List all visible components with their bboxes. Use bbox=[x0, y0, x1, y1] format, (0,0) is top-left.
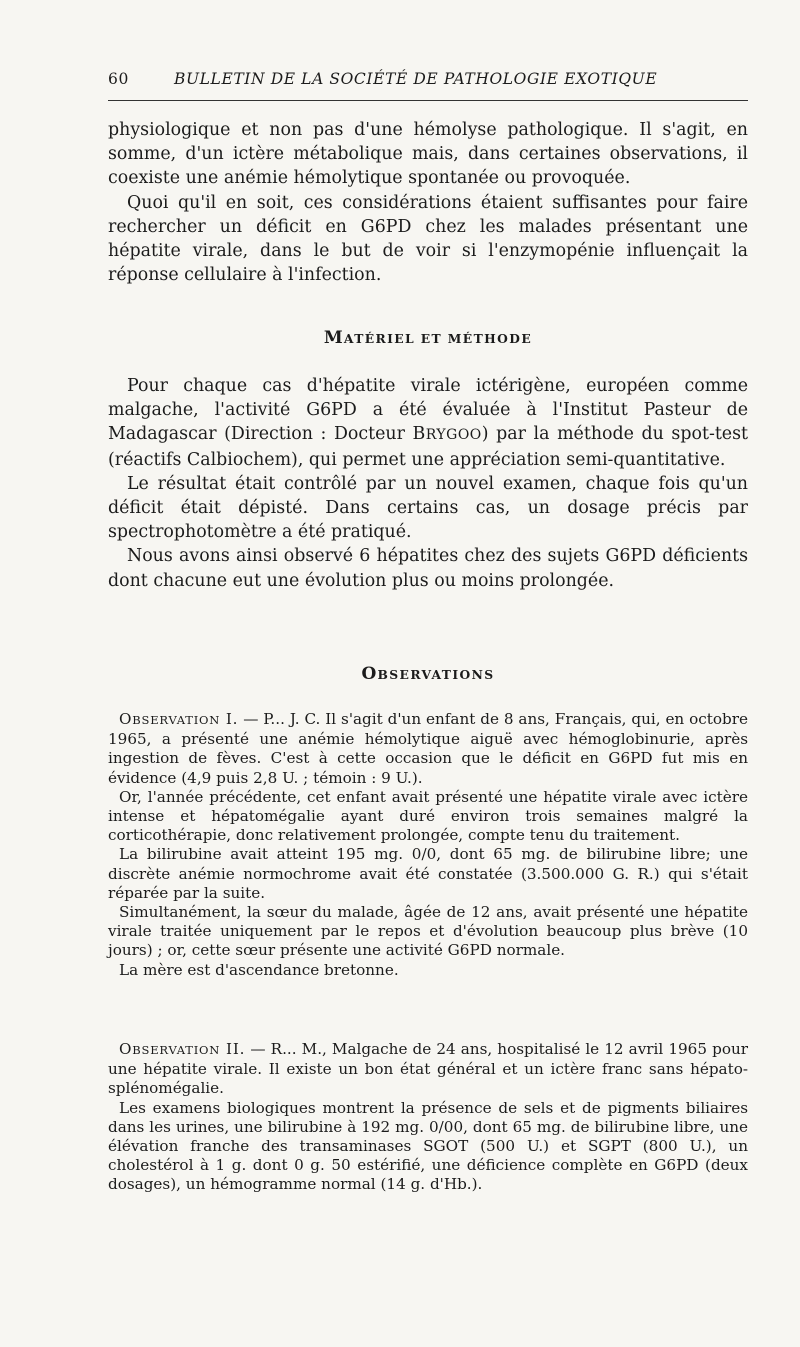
journal-title: BULLETIN DE LA SOCIÉTÉ DE PATHOLOGIE EXOTIQUE bbox=[174, 70, 658, 88]
section-heading-materiel: MATÉRIEL ET MÉTHODE bbox=[323, 328, 533, 348]
intro-paragraph-1: physiologique et non pas d'une hémolyse pathologique. Il s'agit, en somme, d'un ictère métabolique mais, dans certaines observations, il coexiste une anémie hémolytique spontanée ou provoquée. bbox=[108, 120, 748, 189]
observation-1-paragraph-2: Or, l'année précédente, cet enfant avait présenté une hépatite virale avec ictère intense et hépatomégalie ayant duré environ trois semaines malgré la corticothérapie, donc relativement prolongée, compte tenu du traitement. bbox=[108, 787, 748, 845]
observation-1-paragraph-4: Simultanément, la sœur du malade, âgée de 12 ans, avait présenté une hépatite virale traitée uniquement par le repos et d'évolution beaucoup plus brève (10 jours) ; or, cette sœur présente une activité G6PD normale. bbox=[108, 903, 748, 960]
observation-2 bbox=[108, 1040, 748, 1195]
observation-1-paragraph-3: La bilirubine avait atteint 195 mg. 0/0, dont 65 mg. de bilirubine libre; une discrète anémie normochrome avait été constatée (3.500.000 G. R.) qui s'était réparée par la suite. bbox=[108, 845, 748, 902]
page-number: 60 bbox=[108, 70, 129, 88]
observation-1-paragraph-5: La mère est d'ascendance bretonne. bbox=[119, 960, 399, 979]
observation-2-paragraph-1: OBSERVATION II. — R... M., Malgache de 24 ans, hospitalisé le 12 avril 1965 pour une hépatite virale. Il existe un bon état général et un ictère franc sans hépato-splénomégalie. bbox=[108, 1040, 749, 1098]
intro-text bbox=[108, 118, 748, 287]
running-header bbox=[108, 70, 748, 96]
materiel-paragraph-3: Nous avons ainsi observé 6 hépatites chez des sujets G6PD déficients dont chacune eut une évolution plus ou moins prolongée. bbox=[108, 546, 748, 591]
document-page bbox=[108, 70, 749, 1194]
author-name: BRYGOO bbox=[412, 424, 482, 445]
header-rule bbox=[108, 100, 748, 101]
observation-2-paragraph-2: Les examens biologiques montrent la présence de sels et de pigments biliaires dans les urines, une bilirubine à 192 mg. 0/00, dont 65 mg. de bilirubine libre, une élévation franche des transaminases SGOT (500 U.) et SGPT (800 U.), un cholestérol à 1 g. dont 0 g. 50 estérifié, une déficience complète en G6PD (deux dosages), un hémogramme normal (14 g. d'Hb.). bbox=[108, 1098, 748, 1194]
materiel-paragraph-1: Pour chaque cas d'hépatite virale ictérigène, européen comme malgache, l'activité G6PD a été évaluée à l'Institut Pasteur de Madagascar (Direction : Docteur BRYGOO) par la méthode du spot-test (réactifs Calbiochem), qui permet une appréciation semi-quantitative. bbox=[108, 376, 749, 470]
section-heading-observations: OBSERVATIONS bbox=[361, 664, 495, 684]
materiel-paragraph-2: Le résultat était contrôlé par un nouvel examen, chaque fois qu'un déficit était dépisté. Dans certains cas, un dosage précis par spectrophotomètre a été pratiqué. bbox=[108, 473, 748, 543]
observation-1 bbox=[108, 710, 748, 980]
observation-1-label: OBSERVATION I. bbox=[119, 710, 239, 728]
intro-paragraph-2: Quoi qu'il en soit, ces considérations étaient suffisantes pour faire rechercher un déficit en G6PD chez les malades présentant une hépatite virale, dans le but de voir si l'enzymopénie influençait la réponse cellulaire à l'infection. bbox=[108, 192, 748, 286]
observation-1-paragraph-1: OBSERVATION I. — P... J. C. Il s'agit d'un enfant de 8 ans, Français, qui, en octobre 1965, a présenté une anémie hémolytique aiguë avec hémoglobinurie, après ingestion de fèves. C'est à cette occasion que le déficit en G6PD fut mis en évidence (4,9 puis 2,8 U. ; témoin : 9 U.). bbox=[108, 710, 748, 787]
materiel-text bbox=[108, 374, 748, 593]
observation-2-label: OBSERVATION II. bbox=[119, 1040, 246, 1058]
